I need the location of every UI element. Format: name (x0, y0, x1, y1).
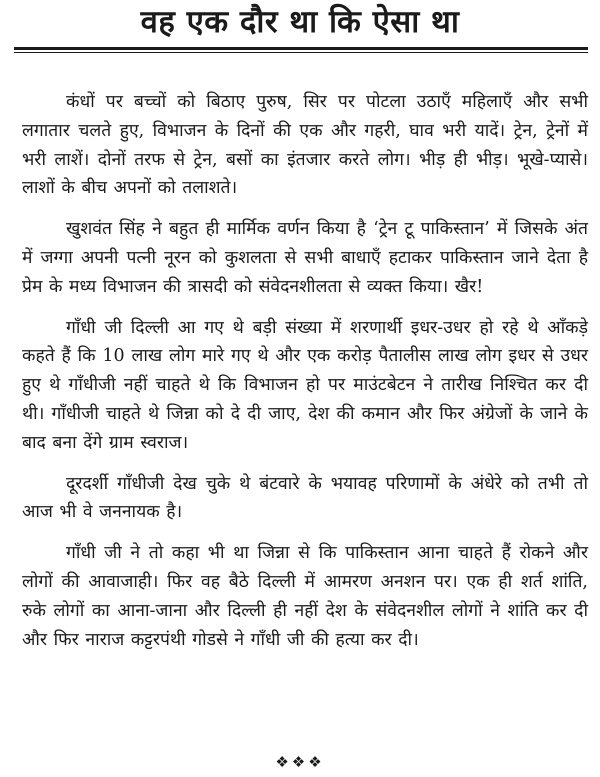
paragraph-2: खुशवंत सिंह ने बहुत ही मार्मिक वर्णन किया है ‘ट्रेन टू पाकिस्तान’ में जिसके अंत में जग्गा अपनी पत्नी नूरन को कुशलता से सभी बाधाएँ हटाकर पाकिस्तान जाने देता है प्रेम के मध्य विभाजन की त्रासदी को संवेदनशीलता से व्यक्त किया। खैर! (22, 219, 588, 297)
paragraph-4: दूरदर्शी गाँधीजी देख चुके थे बंटवारे के भयावह परिणामों के अंधेरे को तभी तो आज भी वे जननायक है। (22, 473, 588, 523)
paragraph-5: गाँधी जी ने तो कहा भी था जिन्ना से कि पाकिस्तान आना चाहते हैं रोकने और लोगों की आवाजाही। फिर वह बैठे दिल्ली में आमरण अनशन पर। एक ही शर्त शांति, रुके लोगों का आना-जाना और दिल्ली ही नहीं देश के संवेदनशील लोगों ने शांति कर दी और फिर नाराज कट्टरपंथी गोडसे ने गाँधी जी की हत्या कर दी। (22, 543, 588, 650)
paragraph-1: कंधों पर बच्चों को बिठाए पुरुष, सिर पर पोटला उठाएँ महिलाएँ और सभी लगातार चलते हुए, विभाजन के दिनों की एक और गहरी, घाव भरी यादें। ट्रेन, ट्रेनों में भरी लाशें। दोनों तरफ से ट्रेन, बसों का इंतजार करते लोग। भीड़ ही भीड़। भूखे-प्यासे। लाशों के बीच अपनों को तलाशते। (22, 92, 588, 199)
title-underline (14, 47, 588, 50)
section-end-ornament: ❖❖❖ (275, 753, 325, 771)
title-underline-thin (14, 52, 588, 53)
paragraph-3: गाँधी जी दिल्ली आ गए थे बड़ी संख्या में शरणार्थी इधर-उधर हो रहे थे आँकड़े कहते हैं कि 10 लाख लोग मारे गए थे और एक करोड़ पैतालीस लाख लोग इधर से उधर हुए थे गाँधीजी नहीं चाहते थे कि विभाजन हो पर माउंटबेटन ने तारीख निश्चित कर दी थी। गाँधीजी चाहते थे जिन्ना को दे दी जाए, देश की कमान और फिर अंग्रेजों के जाने के बाद बना देंगे ग्राम स्वराज। (22, 317, 588, 453)
body-text (22, 88, 588, 666)
page-title: वह एक दौर था कि ऐसा था (140, 4, 460, 40)
